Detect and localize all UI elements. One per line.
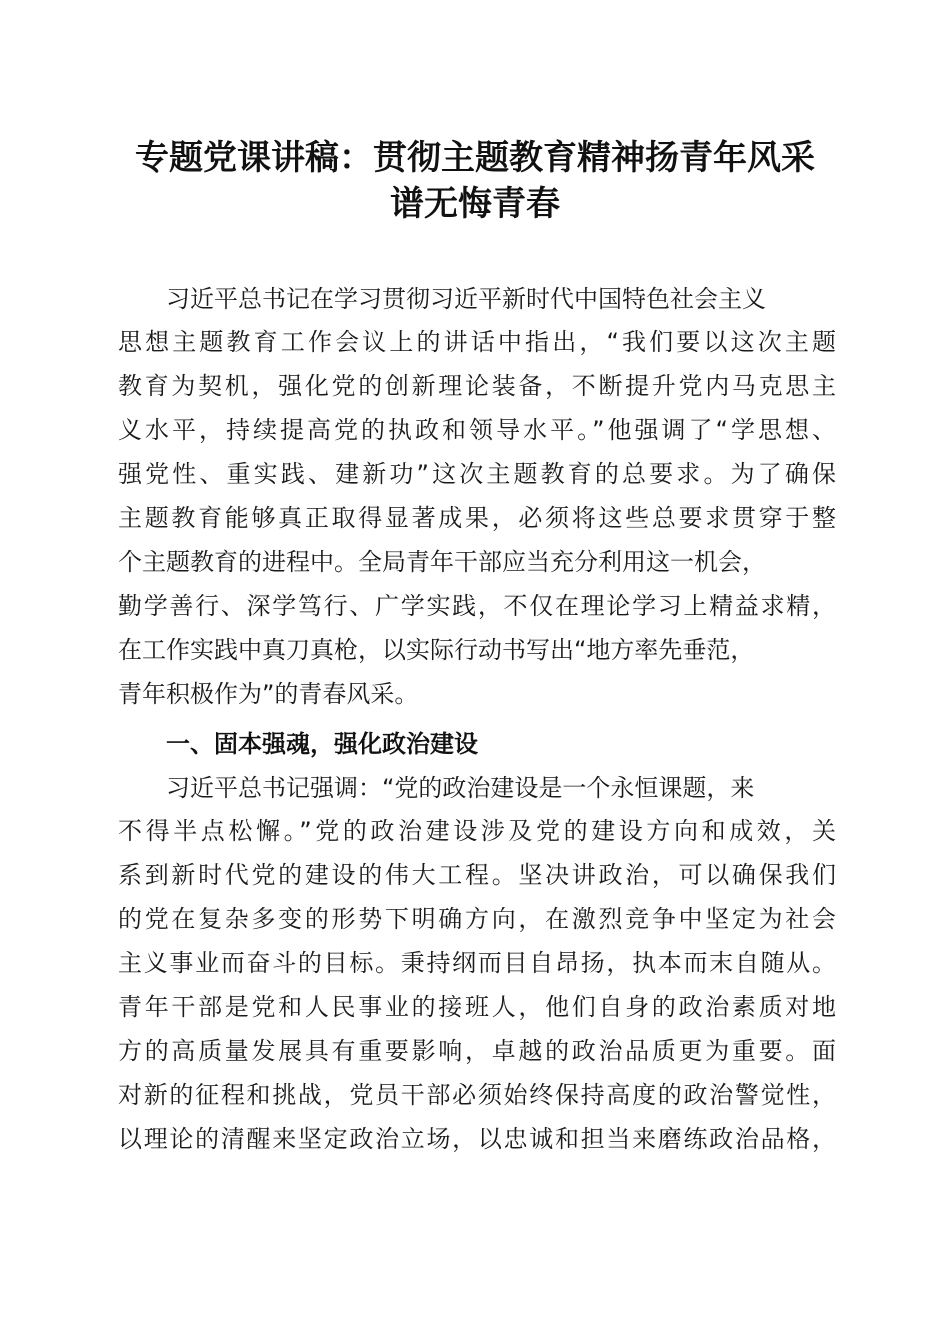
- paragraph-1-line: 习近平总书记在学习贯彻习近平新时代中国特色社会主义: [166, 285, 766, 313]
- paragraph-1-line: 教育为契机，强化党的创新理论装备，不断提升党内马克思主: [118, 372, 836, 400]
- paragraph-1-line: 强党性、重实践、建新功”这次主题教育的总要求。为了确保: [118, 460, 836, 488]
- paragraph-1-line: 在工作实践中真刀真枪，以实际行动书写出“地方率先垂范，: [118, 636, 755, 664]
- section-1-heading: 一、固本强魂，强化政治建设: [166, 730, 478, 758]
- paragraph-1-line: 个主题教育的进程中。全局青年干部应当充分利用这一机会，: [118, 548, 766, 576]
- section-1-line: 系到新时代党的建设的伟大工程。坚决讲政治，可以确保我们: [118, 861, 836, 889]
- section-1-line: 青年干部是党和人民事业的接班人，他们自身的政治素质对地: [118, 993, 836, 1021]
- section-1-line: 方的高质量发展具有重要影响，卓越的政治品质更为重要。面: [118, 1037, 836, 1065]
- section-1-line: 对新的征程和挑战，党员干部必须始终保持高度的政治警觉性，: [118, 1081, 836, 1109]
- section-1-line: 习近平总书记强调：“党的政治建设是一个永恒课题，来: [166, 774, 755, 802]
- paragraph-1-line: 青年积极作为”的青春风采。: [118, 680, 419, 708]
- section-1-line: 以理论的清醒来坚定政治立场，以忠诚和担当来磨练政治品格，: [118, 1125, 836, 1153]
- paragraph-1-line: 义水平，持续提高党的执政和领导水平。”他强调了“学思想、: [118, 416, 836, 444]
- section-1-line: 的党在复杂多变的形势下明确方向，在激烈竞争中坚定为社会: [118, 905, 836, 933]
- section-1-line: 不得半点松懈。”党的政治建设涉及党的建设方向和成效，关: [118, 817, 836, 845]
- section-1-line: 主义事业而奋斗的目标。秉持纲而目自昂扬，执本而末自随从。: [118, 949, 836, 977]
- document-title-line-1: 专题党课讲稿：贯彻主题教育精神扬青年风采: [135, 138, 815, 178]
- paragraph-1-line: 勤学善行、深学笃行、广学实践，不仅在理论学习上精益求精，: [118, 592, 836, 620]
- paragraph-1-line: 思想主题教育工作会议上的讲话中指出，“我们要以这次主题: [118, 328, 836, 356]
- document-title-line-2: 谱无悔青春: [390, 184, 560, 224]
- paragraph-1-line: 主题教育能够真正取得显著成果，必须将这些总要求贯穿于整: [118, 504, 836, 532]
